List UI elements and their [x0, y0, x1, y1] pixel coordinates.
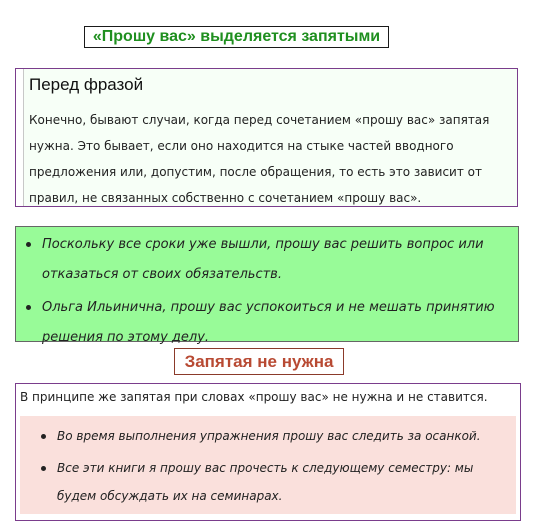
- example-text: Во время выполнения упражнения прошу вас следить за осанкой.: [57, 429, 481, 443]
- bullet-icon: [41, 434, 46, 439]
- examples-needed-list: [16, 227, 518, 353]
- example-text: Поскольку все сроки уже вышли, прошу вас решить вопрос или отказаться от своих обязательств.: [42, 237, 484, 282]
- bullet-icon: [26, 305, 31, 310]
- rule-box: [15, 68, 518, 207]
- rule-title: Перед фразой: [29, 75, 144, 94]
- list-item: [57, 454, 506, 510]
- rule-content: [23, 69, 517, 206]
- bullet-icon: [26, 242, 31, 247]
- examples-not-needed-box: [20, 416, 516, 514]
- not-needed-text: В принципе же запятая при словах «прошу вас» не нужна и не ставится.: [20, 390, 488, 404]
- examples-needed-box: [15, 226, 519, 345]
- bullet-icon: [41, 466, 46, 471]
- heading-comma-not-needed: Запятая не нужна: [174, 348, 344, 375]
- list-item: [42, 293, 508, 353]
- list-item: [57, 422, 506, 450]
- examples-not-needed-list: [20, 416, 516, 510]
- heading-comma-needed: «Прошу вас» выделяется запятыми: [84, 26, 389, 48]
- example-text: Все эти книги я прошу вас прочесть к следующему семестру: мы будем обсуждать их на семинарах.: [57, 461, 474, 503]
- rule-text: Конечно, бывают случаи, когда перед сочетанием «прошу вас» запятая нужна. Это бывает, если оно находится на стыке частей вводного предложения или, допустим, после обращения, то есть это зависит от правил, не связанных собственно с сочетанием «прошу вас».: [29, 113, 490, 205]
- list-item: [42, 230, 508, 290]
- example-text: Ольга Ильинична, прошу вас успокоиться и не мешать принятию решения по этому делу.: [42, 300, 495, 345]
- not-needed-box: [15, 383, 521, 521]
